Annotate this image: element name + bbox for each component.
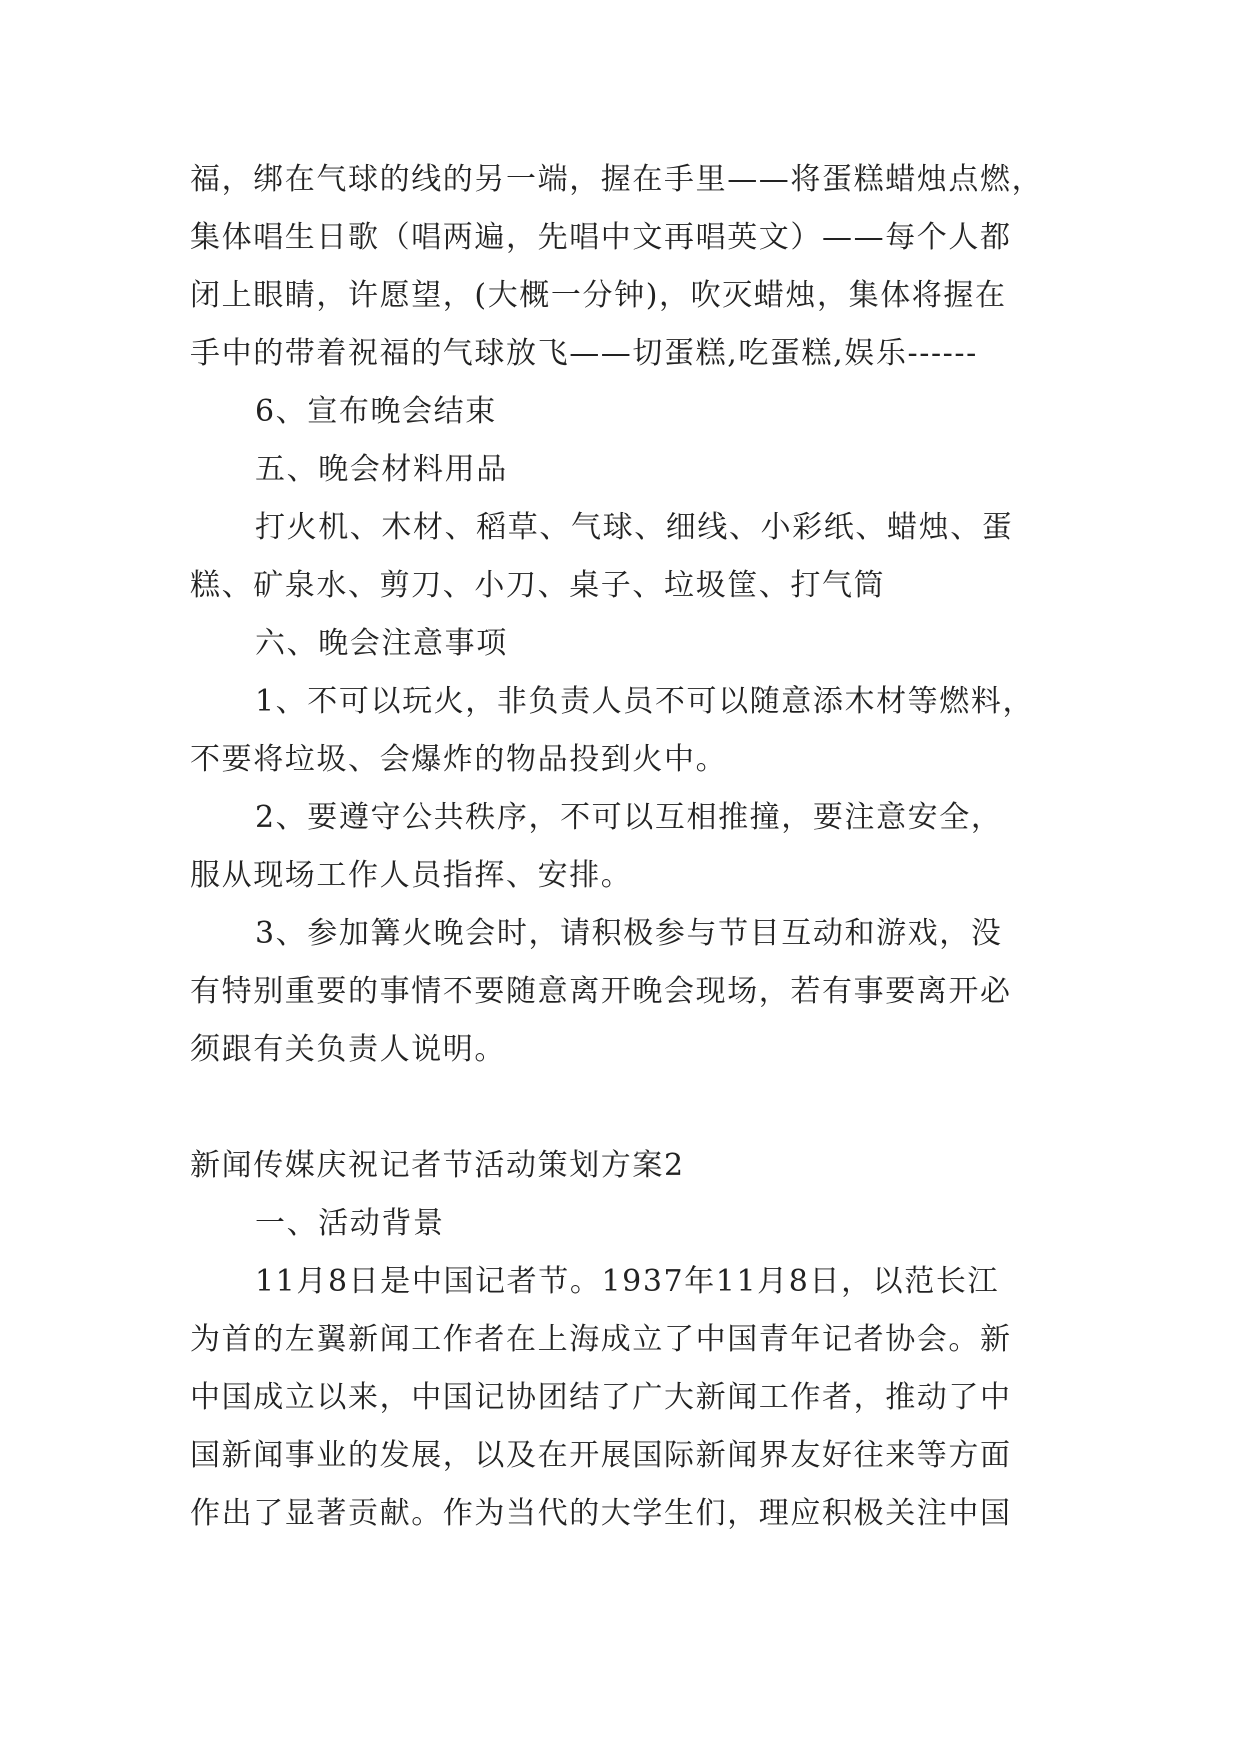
text-line: 11月8日是中国记者节。1937年11月8日，以范长江	[255, 1264, 1000, 1299]
text-line: 福，绑在气球的线的另一端，握在手里——将蛋糕蜡烛点燃，	[190, 162, 1044, 197]
text-line: 服从现场工作人员指挥、安排。	[190, 858, 633, 893]
text-line: 作出了显著贡献。作为当代的大学生们，理应积极关注中国	[190, 1496, 1012, 1531]
text-line: 须跟有关负责人说明。	[190, 1032, 506, 1067]
section-heading-background: 一、活动背景	[255, 1206, 445, 1241]
list-item-note-2: 2、要遵守公共秩序，不可以互相推撞，要注意安全，	[255, 800, 1003, 835]
document-title: 新闻传媒庆祝记者节活动策划方案2	[190, 1148, 685, 1183]
text-line: 中国成立以来，中国记协团结了广大新闻工作者，推动了中	[190, 1380, 1012, 1415]
text-line: 不要将垃圾、会爆炸的物品投到火中。	[190, 742, 728, 777]
text-line: 手中的带着祝福的气球放飞——切蛋糕,吃蛋糕,娱乐------	[190, 336, 978, 371]
text-line: 打火机、木材、稻草、气球、细线、小彩纸、蜡烛、蛋	[255, 510, 1014, 545]
section-heading-materials: 五、晚会材料用品	[255, 452, 508, 487]
list-item-note-1: 1、不可以玩火，非负责人员不可以随意添木材等燃料，	[255, 684, 1035, 719]
text-line: 集体唱生日歌（唱两遍，先唱中文再唱英文）——每个人都	[190, 220, 1012, 255]
text-line: 糕、矿泉水、剪刀、小刀、桌子、垃圾筐、打气筒	[190, 568, 886, 603]
list-item-announce-end: 6、宣布晚会结束	[255, 394, 497, 429]
text-line: 国新闻事业的发展，以及在开展国际新闻界友好往来等方面	[190, 1438, 1012, 1473]
text-line: 有特别重要的事情不要随意离开晚会现场，若有事要离开必	[190, 974, 1012, 1009]
section-heading-notes: 六、晚会注意事项	[255, 626, 508, 661]
list-item-note-3: 3、参加篝火晚会时，请积极参与节目互动和游戏，没	[255, 916, 1003, 951]
text-line: 闭上眼睛，许愿望，(大概一分钟)，吹灭蜡烛，集体将握在	[190, 278, 1007, 313]
text-line: 为首的左翼新闻工作者在上海成立了中国青年记者协会。新	[190, 1322, 1012, 1357]
